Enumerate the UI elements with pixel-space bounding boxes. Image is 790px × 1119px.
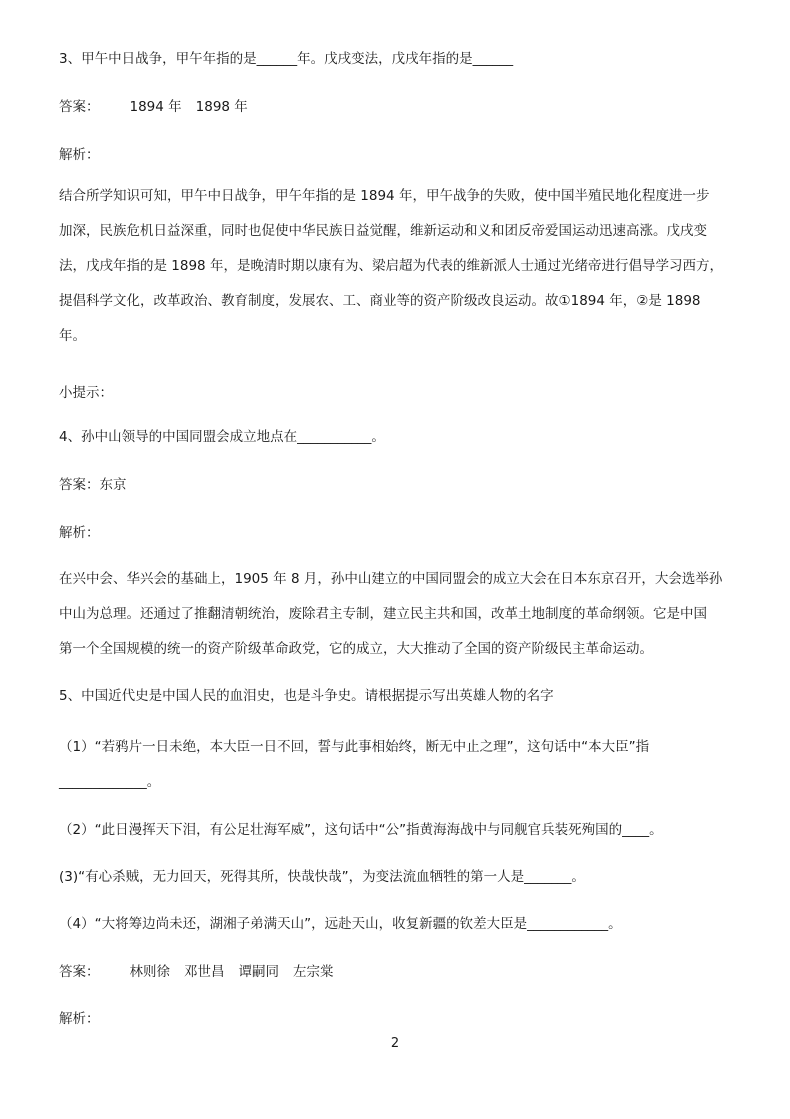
- q3-analysis-label: 解析：: [59, 147, 100, 163]
- q5-answer: [59, 962, 334, 982]
- q4-question: 4、孙中山领导的中国同盟会成立地点在___________。: [59, 429, 385, 445]
- analysis-line: 年。: [59, 328, 86, 344]
- q5-question: 5、中国近代史是中国人民的血泪史，也是斗争史。请根据提示写出英雄人物的名字: [59, 688, 554, 704]
- analysis-line: 提倡科学文化，改革政治、教育制度，发展农、工、商业等的资产阶级改良运动。故①1894 年，②是 1898: [59, 293, 701, 309]
- q3-tip-label: 小提示：: [59, 385, 113, 401]
- q4-analysis: [59, 562, 731, 667]
- analysis-line: 加深，民族危机日益深重，同时也促使中华民族日益觉醒，维新运动和义和团反帝爱国运动迅速高涨。戊戌变: [59, 223, 707, 239]
- q3-answer-label: 答案：: [59, 99, 100, 115]
- analysis-line: 第一个全国规模的统一的资产阶级革命政党，它的成立，大大推动了全国的资产阶级民主革命运动。: [59, 641, 653, 657]
- q3-question: 3、甲午中日战争，甲午年指的是______年。戊戌变法，戊戌年指的是______: [59, 51, 514, 67]
- page-number: 2: [390, 1036, 400, 1051]
- q5-answer-4: 左宗棠: [293, 964, 334, 980]
- q3-answer: [59, 97, 248, 117]
- q5-answer-3: 谭嗣同: [238, 964, 279, 980]
- q5-sub3: (3)“有心杀贼，无力回天，死得其所，快哉快哉”，为变法流血牺牲的第一人是_______。: [59, 869, 585, 885]
- q5-sub2: （2）“此日漫挥天下泪，有公足壮海军威”，这句话中“公”指黄海海战中与同舰官兵装死殉国的____。: [59, 822, 663, 838]
- q3-answer-1: 1894 年: [129, 99, 182, 115]
- q4-analysis-label: 解析：: [59, 525, 100, 541]
- q5-sub1-line1: （1）“若鸦片一日未绝，本大臣一日不回，誓与此事相始终，断无中止之理”，这句话中“本大臣”指: [59, 739, 650, 755]
- q3-answer-2: 1898 年: [195, 99, 248, 115]
- q5-answer-2: 邓世昌: [184, 964, 225, 980]
- q5-answer-label: 答案：: [59, 964, 100, 980]
- q5-analysis-label: 解析：: [59, 1011, 100, 1027]
- analysis-line: 中山为总理。还通过了推翻清朝统治，废除君主专制，建立民主共和国，改革土地制度的革命纲领。它是中国: [59, 606, 707, 622]
- analysis-line: 结合所学知识可知，甲午中日战争，甲午年指的是 1894 年，甲午战争的失败，使中国半殖民地化程度进一步: [59, 188, 710, 204]
- q4-answer: 答案：东京: [59, 477, 127, 493]
- q3-analysis: [59, 179, 731, 354]
- analysis-line: 在兴中会、华兴会的基础上，1905 年 8 月，孙中山建立的中国同盟会的成立大会在日本东京召开，大会选举孙: [59, 571, 723, 587]
- q5-sub4: （4）“大将筹边尚未还，湖湘子弟满天山”，远赴天山，收复新疆的钦差大臣是____________。: [59, 916, 622, 932]
- q5-answer-1: 林则徐: [129, 964, 170, 980]
- q5-sub1-line2: _____________。: [59, 774, 161, 790]
- analysis-line: 法，戊戌年指的是 1898 年，是晚清时期以康有为、梁启超为代表的维新派人士通过光绪帝进行倡导学习西方，: [59, 258, 723, 274]
